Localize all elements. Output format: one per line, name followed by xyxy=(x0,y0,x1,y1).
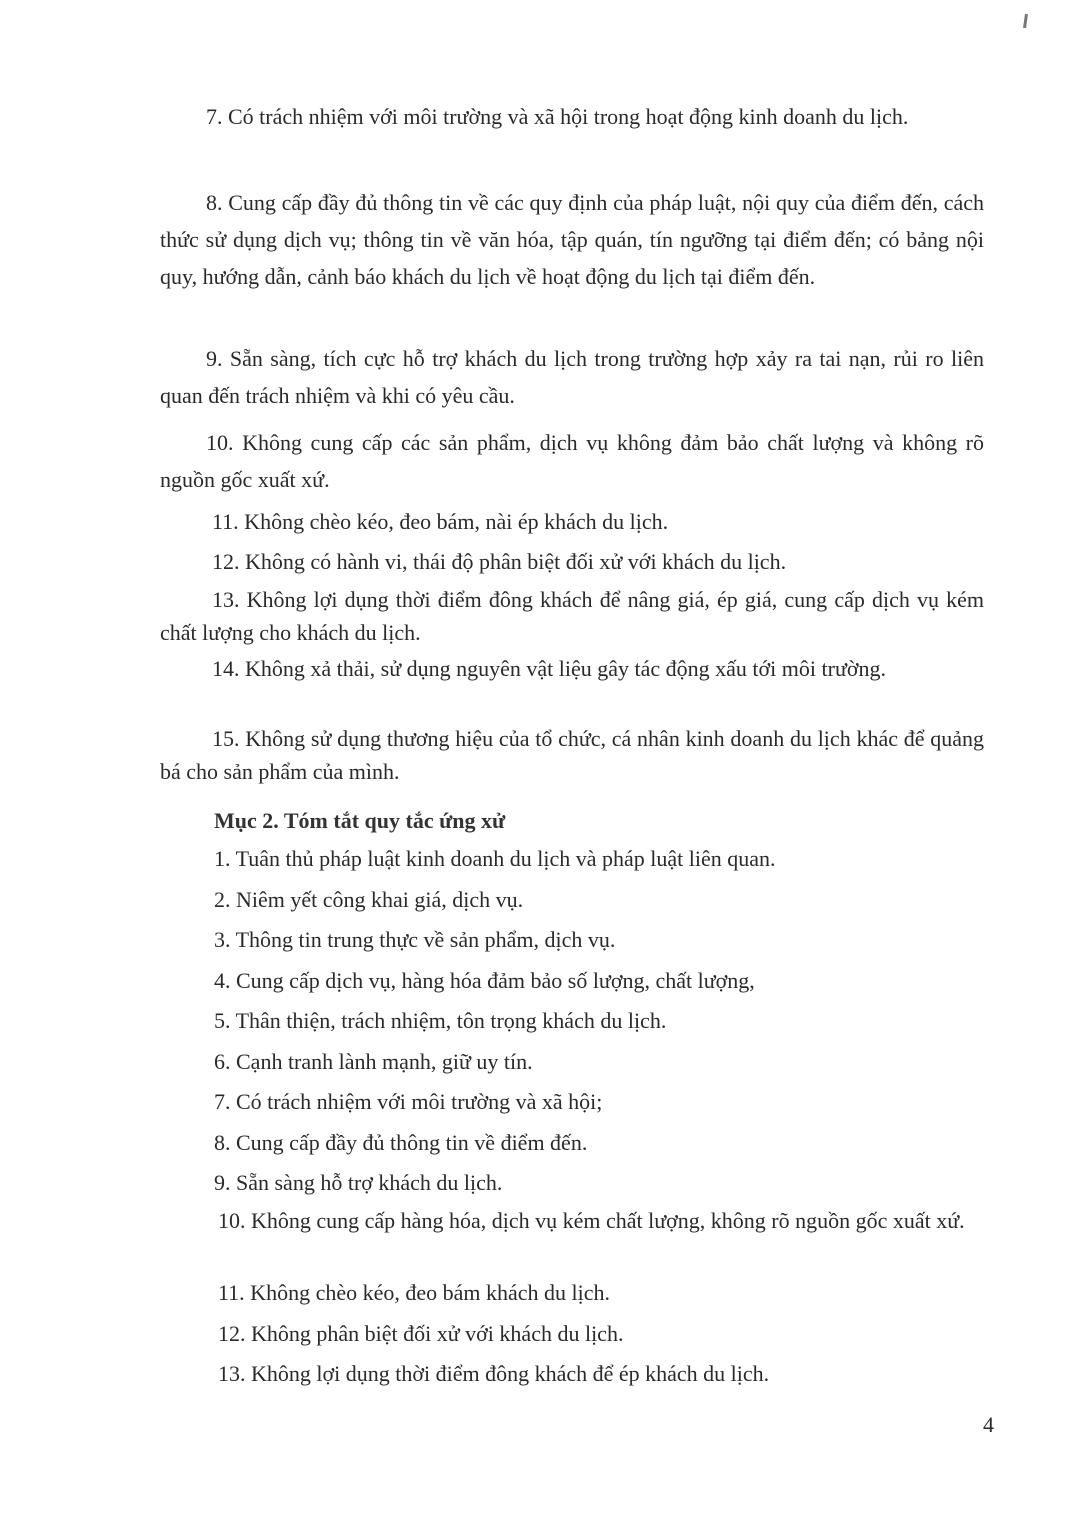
summary-item: 13. Không lợi dụng thời điểm đông khách để ép khách du lịch. xyxy=(218,1361,770,1386)
obligation-item: 15. Không sử dụng thương hiệu của tổ chức, cá nhân kinh doanh du lịch khác để quảng bá cho sản phẩm của mình. xyxy=(160,726,984,784)
section-heading: Mục 2. Tóm tắt quy tắc ứng xử xyxy=(214,808,506,833)
obligation-item: 8. Cung cấp đầy đủ thông tin về các quy định của pháp luật, nội quy của điểm đến, cách thức sử dụng dịch vụ; thông tin về văn hóa, tập quán, tín ngưỡng tại điểm đến; có bảng nội quy, hướng dẫn, cảnh báo khách du lịch về hoạt động du lịch tại điểm đến. xyxy=(160,190,984,289)
summary-item: 7. Có trách nhiệm với môi trường và xã hội; xyxy=(214,1089,603,1114)
summary-item: 3. Thông tin trung thực về sản phẩm, dịch vụ. xyxy=(214,927,616,952)
summary-item: 8. Cung cấp đầy đủ thông tin về điểm đến. xyxy=(214,1130,588,1155)
summary-item: 11. Không chèo kéo, đeo bám khách du lịch. xyxy=(218,1280,611,1305)
page-number: 4 xyxy=(983,1412,994,1437)
summary-item: 5. Thân thiện, trách nhiệm, tôn trọng khách du lịch. xyxy=(214,1008,667,1033)
summary-item: 6. Cạnh tranh lành mạnh, giữ uy tín. xyxy=(214,1049,533,1074)
obligation-item: 7. Có trách nhiệm với môi trường và xã hội trong hoạt động kinh doanh du lịch. xyxy=(206,104,909,129)
summary-item: 9. Sẵn sàng hỗ trợ khách du lịch. xyxy=(214,1170,503,1195)
scan-mark xyxy=(1023,14,1028,28)
summary-item: 2. Niêm yết công khai giá, dịch vụ. xyxy=(214,887,524,912)
summary-item: 10. Không cung cấp hàng hóa, dịch vụ kém chất lượng, không rõ nguồn gốc xuất xứ. xyxy=(218,1208,965,1233)
obligation-item: 10. Không cung cấp các sản phẩm, dịch vụ không đảm bảo chất lượng và không rõ nguồn gốc xuất xứ. xyxy=(160,430,984,492)
summary-item: 1. Tuân thủ pháp luật kinh doanh du lịch và pháp luật liên quan. xyxy=(214,846,776,871)
obligation-item: 14. Không xả thải, sử dụng nguyên vật liệu gây tác động xấu tới môi trường. xyxy=(212,656,887,681)
obligation-item: 11. Không chèo kéo, đeo bám, nài ép khách du lịch. xyxy=(212,509,669,534)
summary-item: 4. Cung cấp dịch vụ, hàng hóa đảm bảo số lượng, chất lượng, xyxy=(214,968,755,993)
obligation-item: 13. Không lợi dụng thời điểm đông khách để nâng giá, ép giá, cung cấp dịch vụ kém chất lượng cho khách du lịch. xyxy=(160,587,984,645)
obligation-item: 9. Sẵn sàng, tích cực hỗ trợ khách du lịch trong trường hợp xảy ra tai nạn, rủi ro liên quan đến trách nhiệm và khi có yêu cầu. xyxy=(160,346,984,408)
obligation-item: 12. Không có hành vi, thái độ phân biệt đối xử với khách du lịch. xyxy=(212,549,787,574)
summary-item: 12. Không phân biệt đối xử với khách du lịch. xyxy=(218,1321,624,1346)
